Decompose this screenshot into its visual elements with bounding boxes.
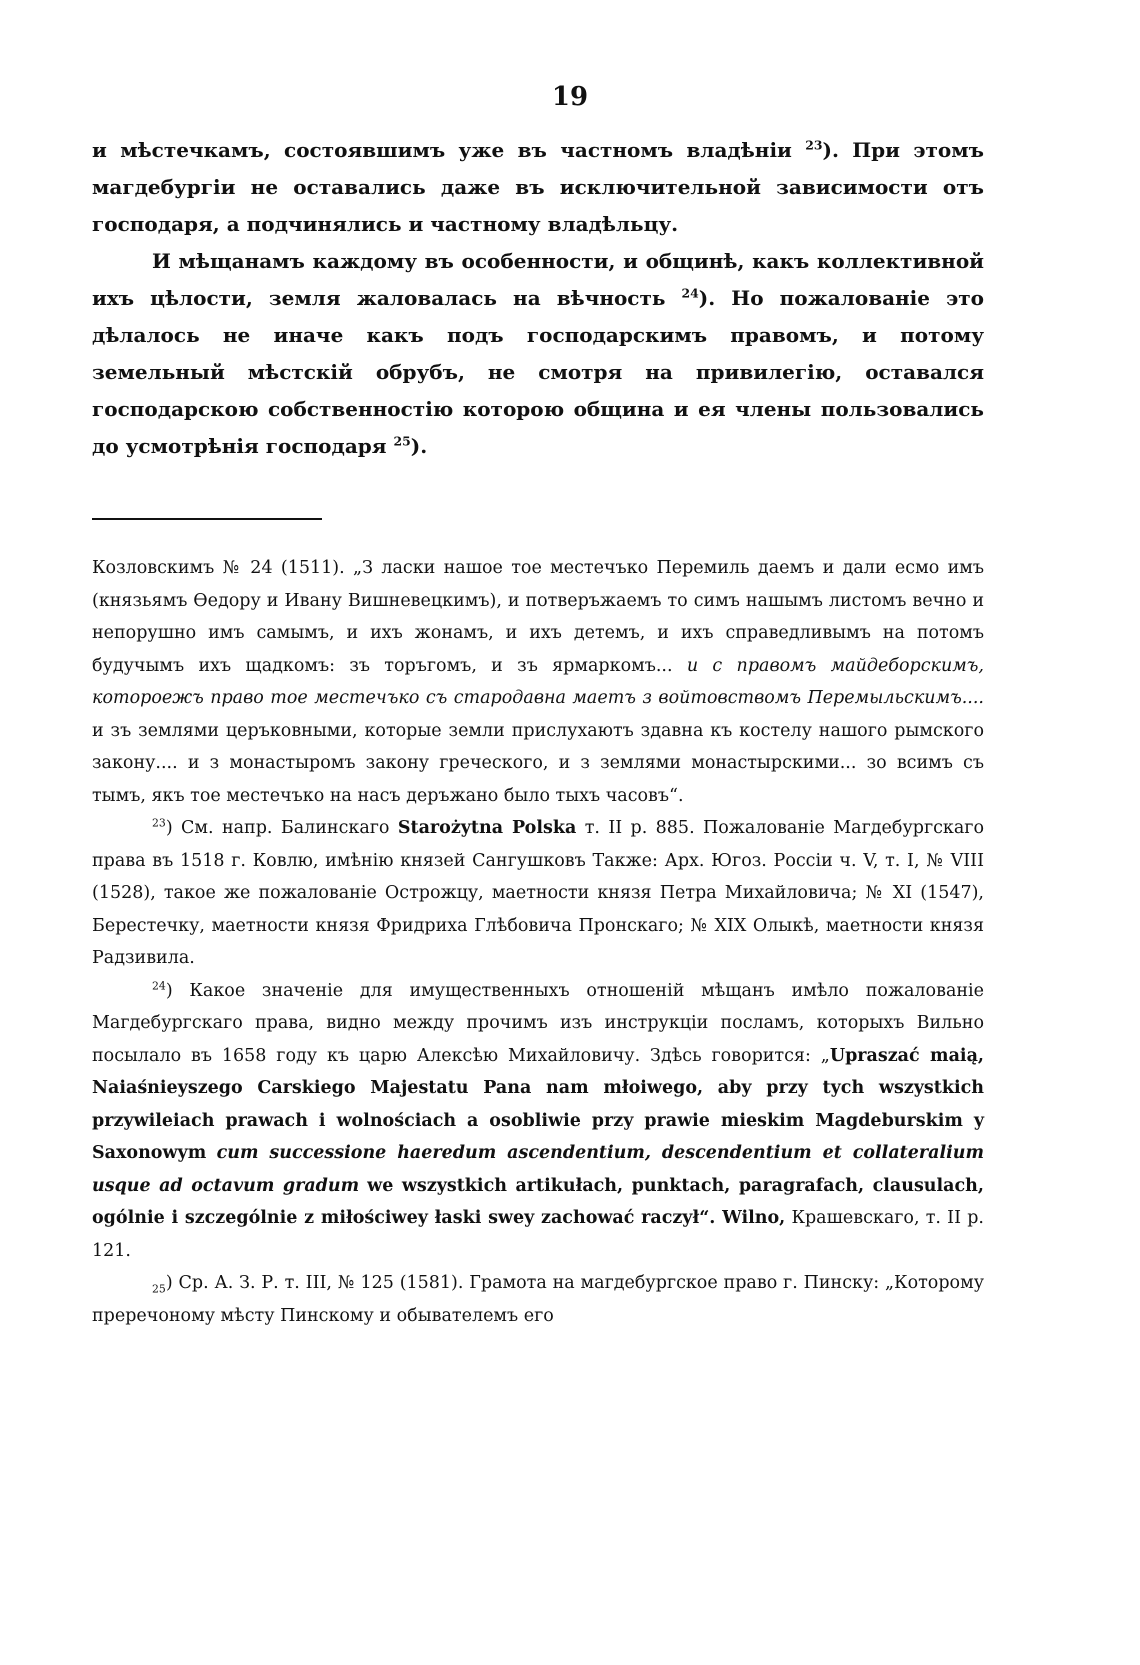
main-p1-text-b: ). При этомъ магдебургіи не оставались даже въ исключительной зависимости отъ господаря, а подчинялись и частному владѣльцу.: [92, 138, 984, 236]
page-number: 19: [551, 82, 589, 112]
main-text: [92, 132, 984, 465]
fn23-text-b: т. II р. 885. Пожалованіе Магдебургскаго права въ 1518 г. Ковлю, имѣнію князей Сангушковъ Также: Арх. Югоз. Россіи ч. V, т. I, № VIII (1528), такое же пожалованіе Острожцу, маетности князя Петра Михайловича; № XI (1547), Берестечку, маетности князя Фридриха Глѣбовича Пронскаго; № XIX Олыкѣ, маетности князя Радзивила.: [92, 818, 984, 968]
fn23-text-a: ) См. напр. Балинскаго: [165, 818, 390, 838]
main-p2-text-a: И мѣщанамъ каждому въ особенности, и общинѣ, какъ коллективной ихъ цѣлости, земля жаловалась на вѣчность: [92, 249, 984, 310]
footnote-ref-24: 24: [681, 285, 699, 301]
main-p2-text-b: ). Но пожалованіе это дѣлалось не иначе какъ подъ господарскимъ правомъ, и потому земельный мѣстскій обрубъ, не смотря на привилегію, оставался господарскою собственностію которою община и ея члены пользовались до усмотрѣнія господаря: [92, 286, 984, 458]
footnotes: [92, 552, 984, 1332]
footnote-24: [92, 975, 984, 1268]
main-paragraph-1: [92, 132, 984, 243]
fn24-latin-quote: cum successione haeredum ascendentium, descendentium et collateralium usque ad octavum gradum: [92, 1143, 984, 1196]
main-p1-text-a: и мѣстечкамъ, состоявшимъ уже въ частномъ владѣніи: [92, 138, 792, 162]
fn23-number: 23: [152, 816, 166, 830]
fn24-text-a: ) Какое значеніе для имущественныхъ отношеній мѣщанъ имѣло пожалованіе Магдебургскаго права, видно между прочимъ изъ инструкціи посламъ, которыхъ Вильно посылало въ 1658 году къ царю Алексѣю Михайловичу. Здѣсь говорится: „: [92, 980, 984, 1066]
fn25-number: 25: [152, 1282, 166, 1296]
footnote-ref-25: 25: [393, 433, 411, 449]
fn22-text-a: Козловскимъ № 24 (1511). „З ласки нашое тое местечъко Перемиль даемъ и дали есмо имъ (князьямъ Ѳедору и Ивану Вишневецкимъ), и потверъжаемъ то симъ нашымъ листомъ вечно и непорушно имъ самымъ, и ихъ жонамъ, и ихъ детемъ, и ихъ справедливымъ на потомъ будучымъ ихъ щадкомъ: зъ торъгомъ, и зъ ярмаркомъ...: [92, 558, 984, 676]
fn23-bold-title: Starożytna Polska: [397, 818, 577, 838]
fn22-italic-quote: и с правомъ майдеборскимъ, котороежъ право тое местечъко съ стародавна маетъ з войтовствомъ Перемыльскимъ....: [92, 655, 984, 708]
fn24-number: 24: [152, 979, 166, 992]
footnote-ref-23: 23: [805, 137, 823, 153]
fn24-polish-quote: Upraszać maią, Naiaśnieyszego Carskiego Majestatu Pana nam młoiwego, aby przy tych wszystkich przywileiach prawach i wolnościach a osobliwie przy prawie mieskim Magdeburskim y Saxonowym: [92, 1045, 984, 1163]
footnote-divider: [92, 518, 322, 520]
main-paragraph-2: [92, 243, 984, 465]
fn22-text-b: и зъ землями церъковными, которые земли прислухаютъ здавна къ костелу нашого рымского закону.... и з монастыромъ закону греческого, и з землями монастырскими... зо всимъ съ тымъ, якъ тое местечъко на насъ деръжано было тыхъ часовъ“.: [92, 720, 984, 806]
footnote-22-continued: [92, 552, 984, 812]
footnote-25: [92, 1267, 984, 1332]
main-p2-text-c: ).: [410, 434, 428, 458]
fn25-text-a: ) Ср. А. З. Р. т. III, № 125 (1581). Грамота на магдебургское право г. Пинску: „Которому преречоному мѣсту Пинскому и обывателемъ его: [92, 1273, 984, 1326]
fn24-text-c: Крашевскаго, т. II р. 121.: [92, 1208, 984, 1261]
fn24-polish-quote-end: we wszystkich artikułach, punktach, paragrafach, clausulach, ogólnie i szczególnie z miłościwey łaski swey zachować raczył“. Wilno,: [92, 1175, 984, 1228]
footnote-23: [92, 812, 984, 975]
